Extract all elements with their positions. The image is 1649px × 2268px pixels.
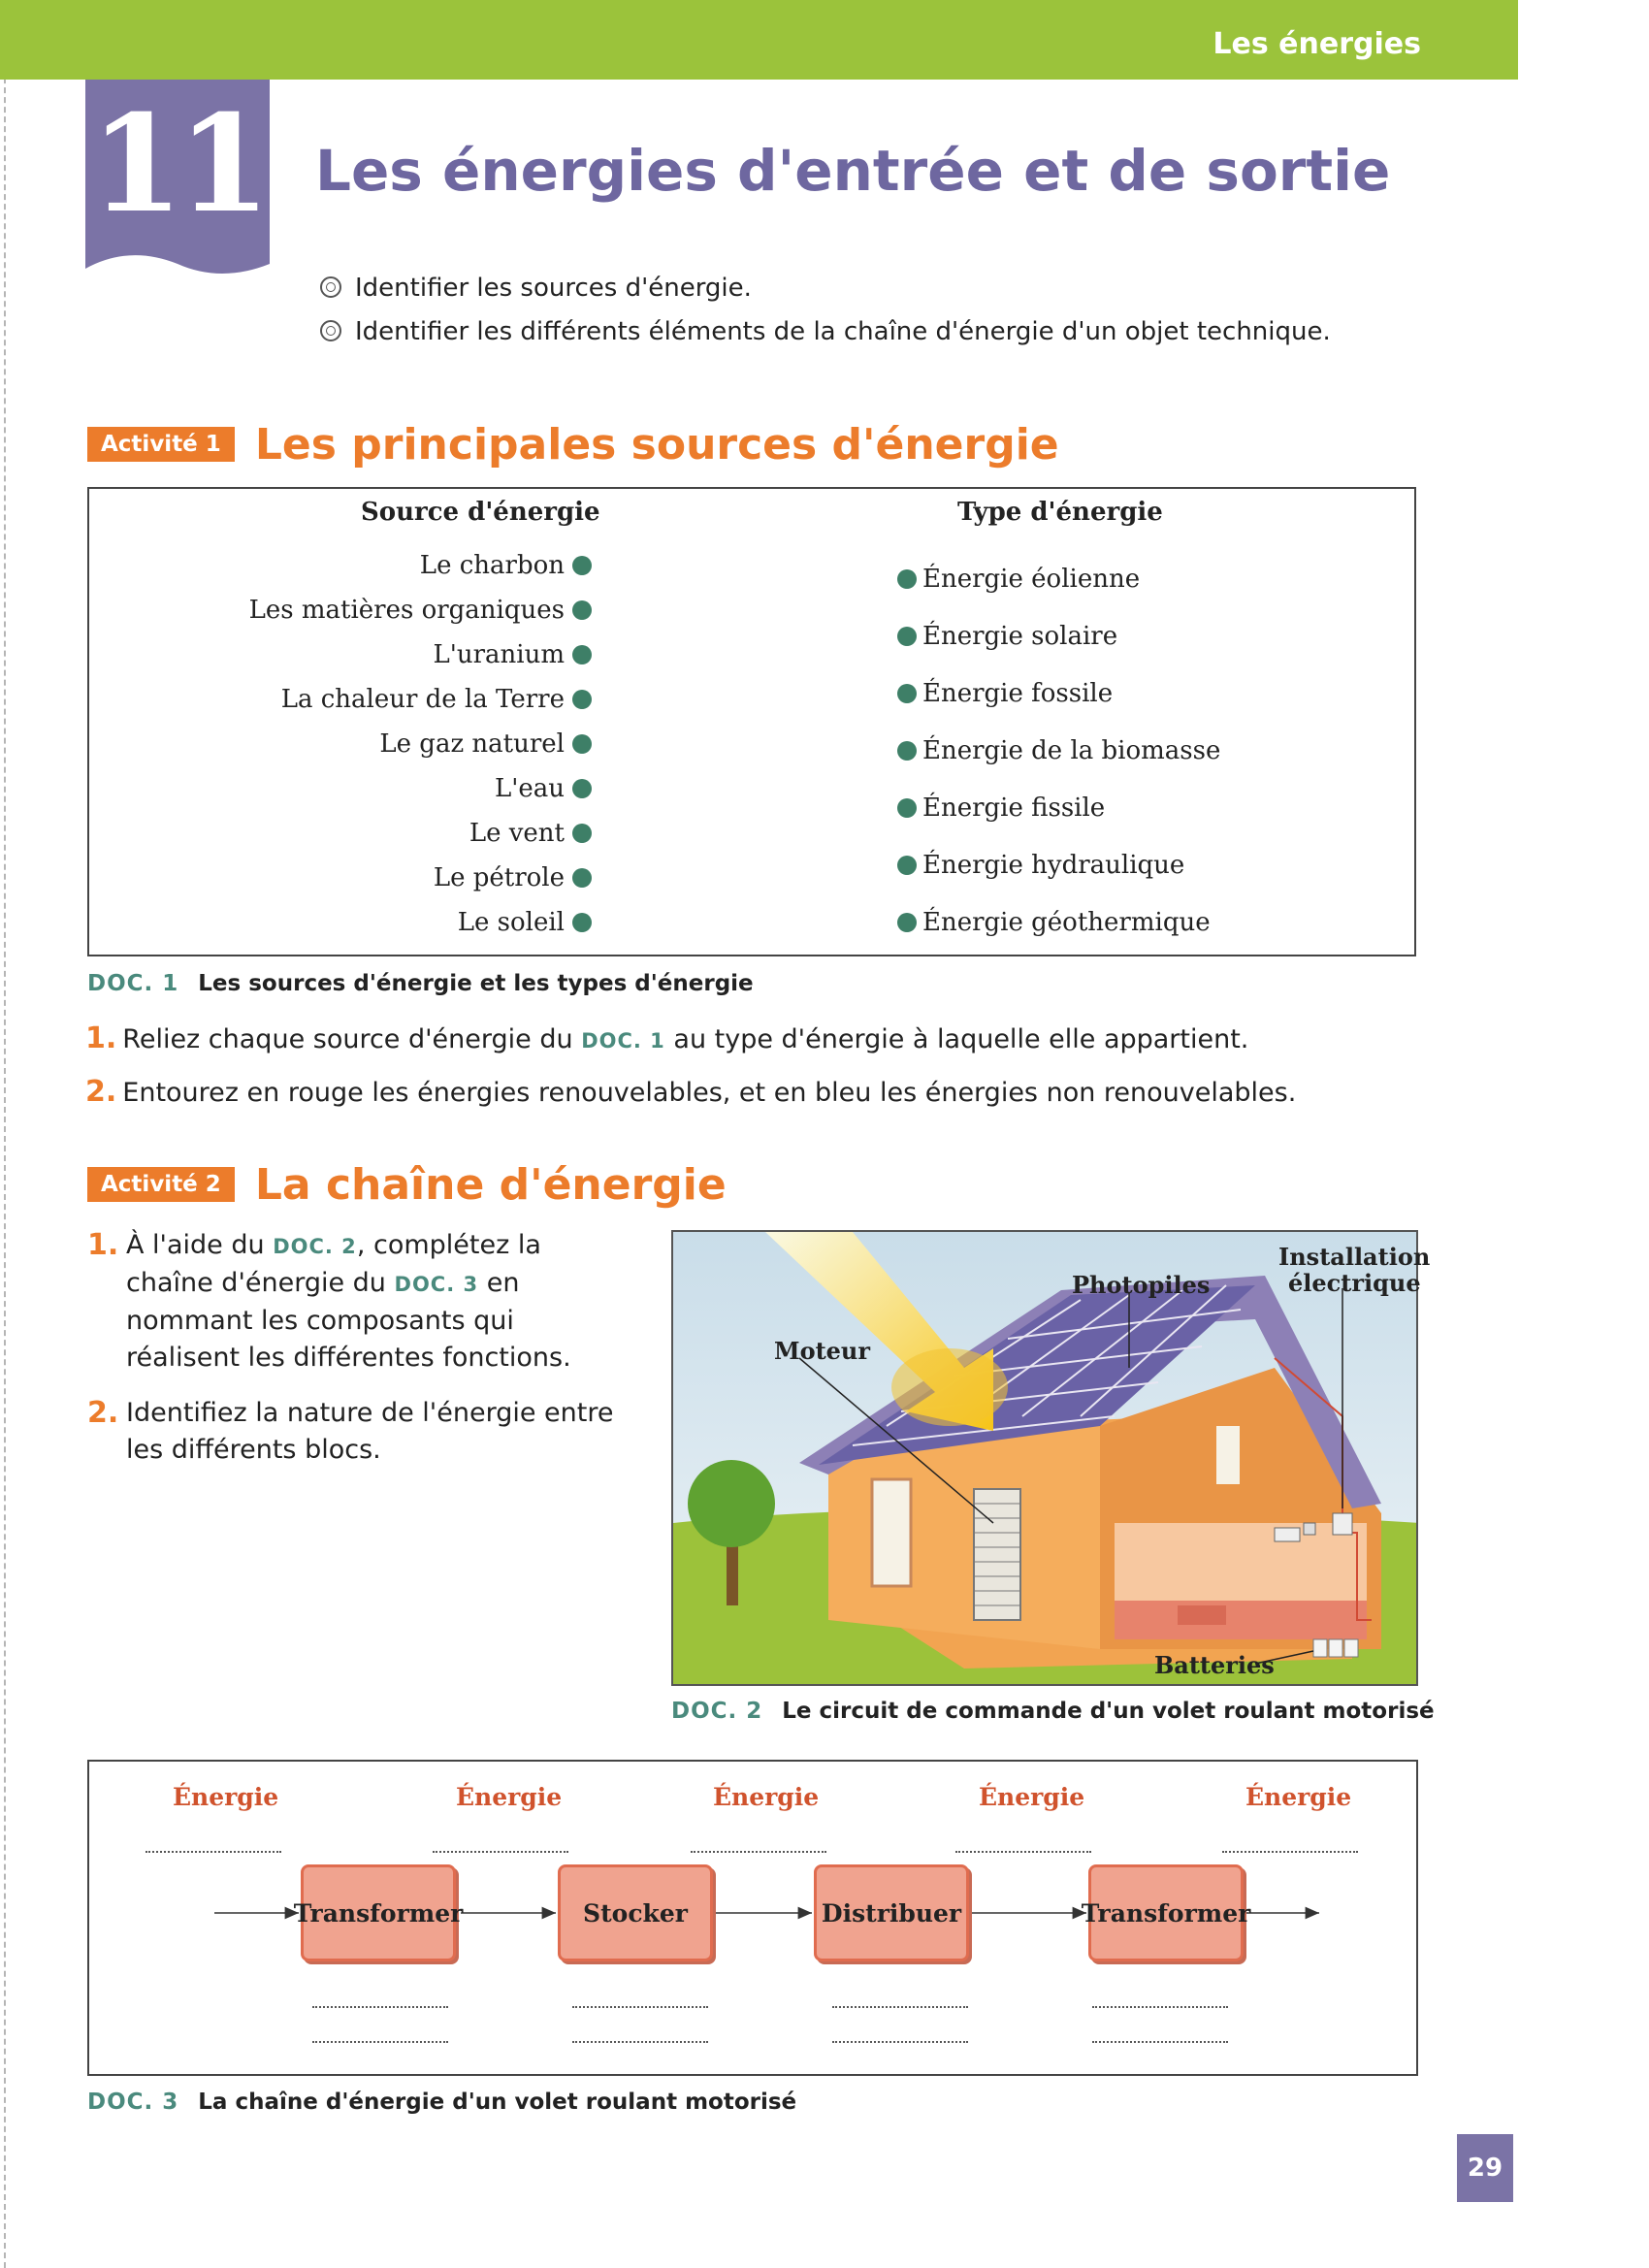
answer-blank[interactable] [572,2006,708,2008]
source-label: L'eau [494,774,565,803]
type-label: Énergie solaire [922,622,1118,651]
source-label: Le soleil [457,908,565,937]
question-text: au type d'énergie à laquelle elle appartient. [673,1024,1249,1054]
energy-label: Énergie [173,1783,279,1811]
source-item[interactable] [281,685,592,714]
objective-item [320,274,752,303]
question-text: Identifiez la nature de l'énergie entre les différents blocs. [126,1398,614,1465]
type-label: Énergie hydraulique [922,851,1185,880]
connector-dot-icon[interactable] [897,569,917,589]
answer-blank[interactable] [691,1851,826,1853]
doc-label: DOC. 2 [671,1699,763,1724]
type-label: Énergie fossile [922,679,1114,708]
doc-reference: DOC. 2 [273,1235,357,1258]
source-label: Le vent [469,819,565,848]
answer-blank[interactable] [146,1851,281,1853]
source-item[interactable] [434,863,592,892]
objective-text: Identifier les sources d'énergie. [355,274,752,303]
energy-label: Énergie [979,1783,1085,1811]
target-bullet-icon [320,276,341,298]
answer-blank[interactable] [312,2006,448,2008]
type-item[interactable] [897,794,1105,823]
connector-dot-icon[interactable] [897,913,917,932]
connector-dot-icon[interactable] [572,824,592,843]
function-block-transformer: Transformer [1088,1864,1244,1961]
doc1-caption [87,971,754,996]
answer-blank[interactable] [1222,1851,1358,1853]
connector-dot-icon[interactable] [572,913,592,932]
question-1 [87,1227,630,1377]
question-number: 2. [85,1075,117,1109]
label-moteur: Moteur [774,1337,871,1365]
question-text: Entourez en rouge les énergies renouvelables, et en bleu les énergies non renouvelables. [122,1078,1297,1108]
connector-dot-icon[interactable] [572,734,592,754]
doc-reference: DOC. 1 [581,1029,665,1053]
source-item[interactable] [379,729,592,759]
source-label: Les matières organiques [248,596,565,625]
connector-dot-icon[interactable] [897,856,917,875]
solar-house-drawing [673,1232,1418,1686]
doc-label: DOC. 1 [87,971,179,996]
question-1 [85,1021,1248,1055]
target-bullet-icon [320,320,341,341]
type-item[interactable] [897,565,1140,594]
question-2 [87,1395,630,1469]
energy-label: Énergie [713,1783,820,1811]
doc-label: DOC. 3 [87,2090,179,2115]
house-illustration [671,1230,1418,1686]
activity2-heading [87,1160,727,1210]
answer-blank[interactable] [312,2041,448,2043]
objective-text: Identifier les différents éléments de la chaîne d'énergie d'un objet technique. [355,317,1331,346]
type-label: Énergie éolienne [922,565,1141,594]
doc3-caption [87,2090,796,2115]
source-label: Le charbon [419,551,565,580]
objective-item [320,317,1331,346]
connector-dot-icon[interactable] [897,684,917,703]
question-text: À l'aide du [126,1230,265,1260]
answer-blank[interactable] [832,2006,968,2008]
section-title: Les énergies [1212,27,1421,61]
connector-dot-icon[interactable] [572,600,592,620]
source-item[interactable] [469,819,592,848]
source-label: La chaleur de la Terre [280,685,565,714]
doc2-caption [671,1699,1435,1724]
energy-label: Énergie [456,1783,563,1811]
type-item[interactable] [897,908,1211,937]
function-block-distribuer: Distribuer [814,1864,969,1961]
label-installation-line2: électrique [1288,1269,1421,1297]
question-2 [85,1075,1296,1109]
type-item[interactable] [897,622,1117,651]
type-item[interactable] [897,736,1220,765]
answer-blank[interactable] [955,1851,1091,1853]
doc-reference: DOC. 3 [394,1273,479,1296]
label-installation-line1: Installation [1278,1243,1431,1271]
column-header-source: Source d'énergie [361,498,600,527]
binding-edge [4,0,6,2268]
function-block-stocker: Stocker [558,1864,713,1961]
chapter-number: 11 [89,84,266,243]
column-header-type: Type d'énergie [957,498,1163,527]
caption-text: Le circuit de commande d'un volet roulant motorisé [782,1699,1435,1724]
answer-blank[interactable] [433,1851,568,1853]
source-item[interactable] [433,640,592,669]
question-number: 1. [85,1021,117,1055]
answer-blank[interactable] [1092,2041,1228,2043]
question-number: 1. [87,1228,119,1262]
connector-dot-icon[interactable] [897,741,917,761]
connector-dot-icon[interactable] [897,627,917,646]
source-item[interactable] [458,908,592,937]
source-label: L'uranium [433,640,565,669]
activity1-heading [87,420,1059,470]
caption-text: La chaîne d'énergie d'un volet roulant motorisé [198,2090,797,2115]
question-number: 2. [87,1396,119,1430]
type-label: Énergie fissile [922,794,1106,823]
connector-dot-icon[interactable] [572,868,592,888]
function-block-transformer: Transformer [301,1864,456,1961]
answer-blank[interactable] [572,2041,708,2043]
question-text: Reliez chaque source d'énergie du [122,1024,573,1054]
activity-badge: Activité 1 [87,427,235,462]
type-label: Énergie géothermique [922,908,1211,937]
source-item[interactable] [249,596,592,625]
source-label: Le gaz naturel [379,729,565,759]
connector-dot-icon[interactable] [572,645,592,664]
activity-title: Les principales sources d'énergie [254,420,1059,470]
source-label: Le pétrole [433,863,565,892]
activity-badge: Activité 2 [87,1167,235,1202]
label-photopiles: Photopiles [1072,1271,1211,1299]
type-label: Énergie de la biomasse [922,736,1221,765]
answer-blank[interactable] [1092,2006,1228,2008]
question-text: , complétez la chaîne d'énergie du [126,1230,541,1298]
activity-title: La chaîne d'énergie [254,1160,727,1210]
doc1-table [87,487,1416,956]
connector-dot-icon[interactable] [897,798,917,818]
type-item[interactable] [897,679,1113,708]
type-item[interactable] [897,851,1184,880]
question-text: en nommant les composants qui réalisent les différentes fonctions. [126,1268,571,1373]
source-item[interactable] [495,774,592,803]
energy-label: Énergie [1245,1783,1352,1811]
connector-dot-icon[interactable] [572,556,592,575]
label-batteries: Batteries [1154,1651,1275,1679]
page-number: 29 [1457,2134,1513,2202]
connector-dot-icon[interactable] [572,779,592,798]
chapter-title: Les énergies d'entrée et de sortie [315,138,1391,204]
answer-blank[interactable] [832,2041,968,2043]
caption-text: Les sources d'énergie et les types d'énergie [198,971,754,996]
connector-dot-icon[interactable] [572,690,592,709]
source-item[interactable] [420,551,592,580]
